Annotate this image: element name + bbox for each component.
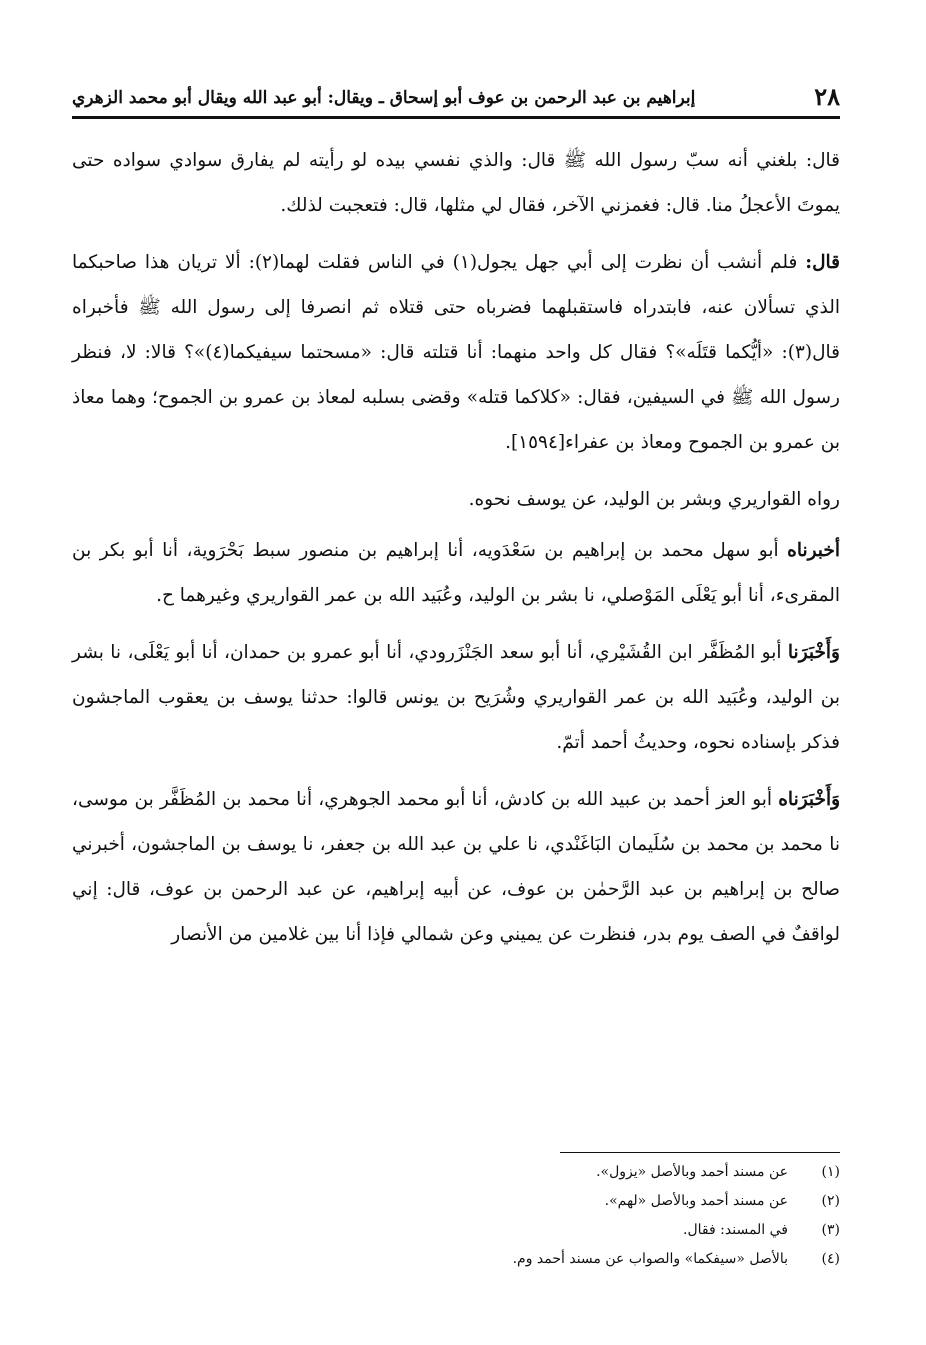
paragraph-text: أبو المُظَفَّر ابن القُشَيْري، أنا أبو سعد الجَنْزَرودي، أنا أبو عمرو بن حمدان، أنا أبو يَعْلَى، نا بشر بن الوليد، وعُبَيد الله بن عمر القواريري وشُرَيح بن يونس قالوا: حدثنا يوسف بن يعقوب الماجشون فذكر بإسناده نحوه، وحديثُ أحمد أتمّ. [72, 642, 840, 753]
paragraph-text: أبو العز أحمد بن عبيد الله بن كادش، أنا أبو محمد الجوهري، أنا محمد بن المُظَفَّر بن موسى، نا محمد بن محمد بن سُلَيمان البَاغَنْدي، نا علي بن عبد الله بن جعفر، نا يوسف بن الماجشون، أخبرني صالح بن إبراهيم بن عبد الرَّحمٰن بن عوف، عن أبيه إبراهيم، عن عبد الرحمن بن عوف، قال: إني لواقفٌ في الصف يوم بدر، فنظرت عن يميني وعن شمالي فإذا أنا بين غلامين من الأنصار [72, 789, 840, 945]
running-head: إبراهيم بن عبد الرحمن بن عوف أبو إسحاق ـ ويقال: أبو عبد الله ويقال أبو محمد الزهري [72, 88, 696, 108]
footnote-number: (٣) [821, 1222, 840, 1238]
footnote [72, 1216, 840, 1245]
paragraph-lead: وَأَخْبَرَنا [787, 642, 840, 663]
paragraph-lead: أخبرناه [787, 540, 840, 561]
footnote-number: (٤) [821, 1251, 840, 1267]
paragraph-lead: وَأَخْبَرَناه [778, 789, 841, 810]
paragraph-text: قال: بلغني أنه سبّ رسول الله ﷺ قال: والذي نفسي بيده لو رأيته لم يفارق سوادي سواده حتى يموتَ الأعجلُ منا. قال: فغمزني الآخر، فقال لي مثلها، قال: فتعجبت لذلك. [72, 150, 840, 216]
header-rule [72, 116, 840, 119]
main-text [72, 138, 840, 969]
paragraph [72, 138, 840, 228]
footnote-text: في المسند: فقال. [683, 1222, 788, 1238]
paragraph-text: فلم أنشب أن نظرت إلى أبي جهل يجول(١) في الناس فقلت لهما(٢): ألا تريان هذا صاحبكما الذي تسألان عنه، فابتدراه فاستقبلهما فضرباه حتى قتلاه ثم انصرفا إلى رسول الله ﷺ فأخبراه قال(٣): «أيُّكما قتَلَه»؟ فقال كل واحد منهما: أنا قتلته قال: «مسحتما سيفيكما(٤)»؟ قالا: لا، فنظر رسول الله ﷺ في السيفين، فقال: «كلاكما قتله» وقضى بسلبه لمعاذ بن عمرو بن الجموح؛ وهما معاذ بن عمرو بن الجموح ومعاذ بن عفراء[١٥٩٤]. [72, 252, 840, 453]
footnotes [72, 1158, 840, 1274]
paragraph-lead: قال: [805, 252, 841, 273]
footnote-text: عن مسند أحمد وبالأصل «يزول». [596, 1164, 788, 1180]
footnote [72, 1245, 840, 1274]
paragraph-text: رواه القواريري وبشر بن الوليد، عن يوسف نحوه. [468, 489, 840, 510]
footnote-text: عن مسند أحمد وبالأصل «لهم». [604, 1193, 788, 1209]
paragraph [72, 528, 840, 618]
page-header [72, 82, 840, 116]
footnote-number: (١) [821, 1164, 840, 1180]
footnote-rule [560, 1152, 840, 1153]
paragraph-text: أبو سهل محمد بن إبراهيم بن سَعْدَويه، أنا إبراهيم بن منصور سبط بَحْرَوية، أنا أبو بكر بن المقرىء، أنا أبو يَعْلَى المَوْصلي، نا بشر بن الوليد، وعُبَيد الله بن عمر القواريري وغيرهما ح. [72, 540, 840, 606]
paragraph [72, 630, 840, 765]
page-number: ٢٨ [814, 82, 840, 111]
footnote-text: بالأصل «سيفكما» والصواب عن مسند أحمد وم. [512, 1251, 788, 1267]
footnote-number: (٢) [821, 1193, 840, 1209]
paragraph [72, 777, 840, 957]
paragraph [72, 240, 840, 465]
paragraph [72, 477, 840, 522]
footnote [72, 1158, 840, 1187]
footnote [72, 1187, 840, 1216]
